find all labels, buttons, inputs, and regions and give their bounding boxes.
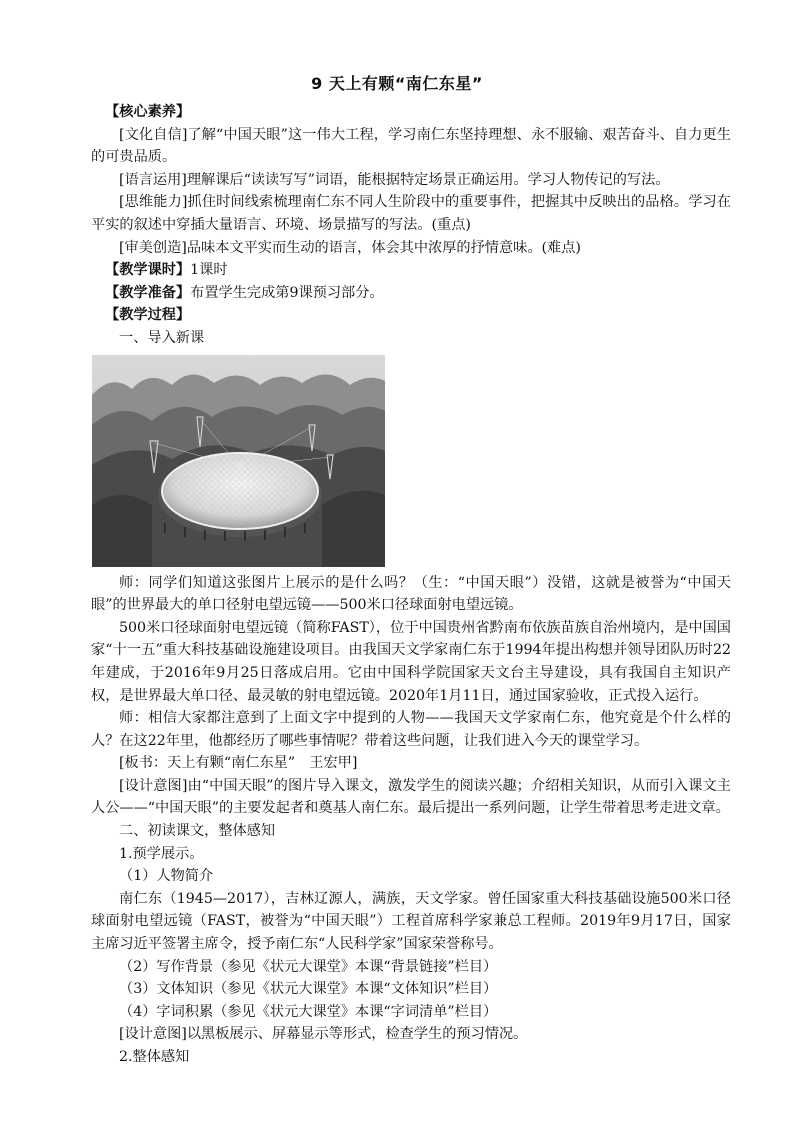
paragraph <box>91 124 731 169</box>
paragraph-text: （2）写作背景（参见《状元大课堂》本课“背景链接”栏目） <box>119 958 498 975</box>
paragraph-text: [设计意图]以黑板展示、屏幕显示等形式，检查学生的预习情况。 <box>119 1026 528 1043</box>
subheading <box>91 327 731 350</box>
paragraph <box>91 775 731 820</box>
section-heading-core <box>91 101 731 124</box>
paragraph <box>91 617 731 707</box>
paragraph <box>91 978 731 1001</box>
paragraph <box>91 843 731 866</box>
paragraph-text: [设计意图]由“中国天眼”的图片导入课文，激发学生的阅读兴趣；介绍相关知识，从而引入课文主人公——“中国天眼”的主要发起者和奠基人南仁东。最后提出一系列问题，让学生带着思考走进文章。 <box>91 777 731 817</box>
paragraph <box>91 237 731 260</box>
heading-text: 【教学过程】 <box>105 307 191 324</box>
subheading-text: 二、初读课文，整体感知 <box>119 823 276 840</box>
paragraph-text: [审美创造]品味本文平实而生动的语言，体会其中浓厚的抒情意味。(难点) <box>119 239 581 256</box>
heading-text: 【教学课时】 <box>105 262 191 279</box>
paragraph-text: 布置学生完成第9课预习部分。 <box>190 284 384 301</box>
paragraph-text: [语言运用]理解课后“读读写写”词语，能根据特定场景正确运用。学习人物传记的写法。 <box>119 171 670 188</box>
paragraph <box>91 888 731 956</box>
paragraph-text: 1课时 <box>190 262 228 279</box>
paragraph <box>91 865 731 888</box>
subheading <box>91 820 731 843</box>
paragraph <box>91 169 731 192</box>
lesson-body <box>91 101 731 1069</box>
paragraph <box>91 191 731 236</box>
paragraph <box>91 1023 731 1046</box>
paragraph-text: （1）人物简介 <box>119 868 214 885</box>
paragraph <box>91 752 731 775</box>
section-heading-process <box>91 304 731 327</box>
paragraph-text: [文化自信]了解“中国天眼”这一伟大工程，学习南仁东坚持理想、永不服输、艰苦奋斗、自力更生的可贵品质。 <box>91 126 731 166</box>
paragraph <box>91 707 731 752</box>
heading-text: 【教学准备】 <box>105 284 191 301</box>
paragraph-text: 南仁东（1945—2017），吉林辽源人，满族，天文学家。曾任国家重大科技基础设施500米口径球面射电望远镜（FAST，被誉为“中国天眼”）工程首席科学家兼总工程师。2019年9月17日，国家主席习近平签署主席令，授予南仁东“人民科学家”国家荣誉称号。 <box>91 890 731 953</box>
paragraph-text: （3）文体知识（参见《状元大课堂》本课“文体知识”栏目） <box>119 981 498 998</box>
paragraph <box>91 572 731 617</box>
subheading-text: 一、导入新课 <box>119 329 205 346</box>
paragraph-text: 1.预学展示。 <box>119 845 204 862</box>
paragraph-text: 500米口径球面射电望远镜（简称FAST），位于中国贵州省黔南布依族苗族自治州境内，是中国国家“十一五”重大科技基础设施建设项目。由我国天文学家南仁东于1994年提出构想并领导团队历时22年建成，于2016年9月25日落成启用。它由中国科学院国家天文台主导建设，具有我国自主知识产权，是世界最大单口径、最灵敏的射电望远镜。2020年1月11日，通过国家验收，正式投入运行。 <box>91 619 731 704</box>
paragraph <box>91 282 731 305</box>
paragraph-text: （4）字词积累（参见《状元大课堂》本课“字词清单”栏目） <box>119 1003 498 1020</box>
paragraph-text: 师：同学们知道这张图片上展示的是什么吗？（生：“中国天眼”）没错，这就是被誉为“中国天眼”的世界最大的单口径射电望远镜——500米口径球面射电望远镜。 <box>91 574 731 614</box>
paragraph-text: [思维能力]抓住时间线索梳理南仁东不同人生阶段中的重要事件，把握其中反映出的品格。学习在平实的叙述中穿插大量语言、环境、场景描写的写法。(重点) <box>91 194 731 233</box>
paragraph <box>91 956 731 979</box>
paragraph <box>91 259 731 282</box>
fast-telescope-photo <box>92 355 385 567</box>
heading-text: 【核心素养】 <box>105 104 191 120</box>
lesson-title: 9 天上有颗“南仁东星” <box>311 74 483 93</box>
paragraph-text: [板书：天上有颗“南仁东星” 王宏甲] <box>119 755 358 772</box>
paragraph <box>91 1046 731 1069</box>
paragraph-text: 2.整体感知 <box>119 1049 190 1065</box>
paragraph-text: 师：相信大家都注意到了上面文字中提到的人物——我国天文学家南仁东，他究竟是个什么样的人？在这22年里，他都经历了哪些事情呢？带着这些问题，让我们进入今天的课堂学习。 <box>91 710 731 749</box>
paragraph <box>91 1001 731 1024</box>
